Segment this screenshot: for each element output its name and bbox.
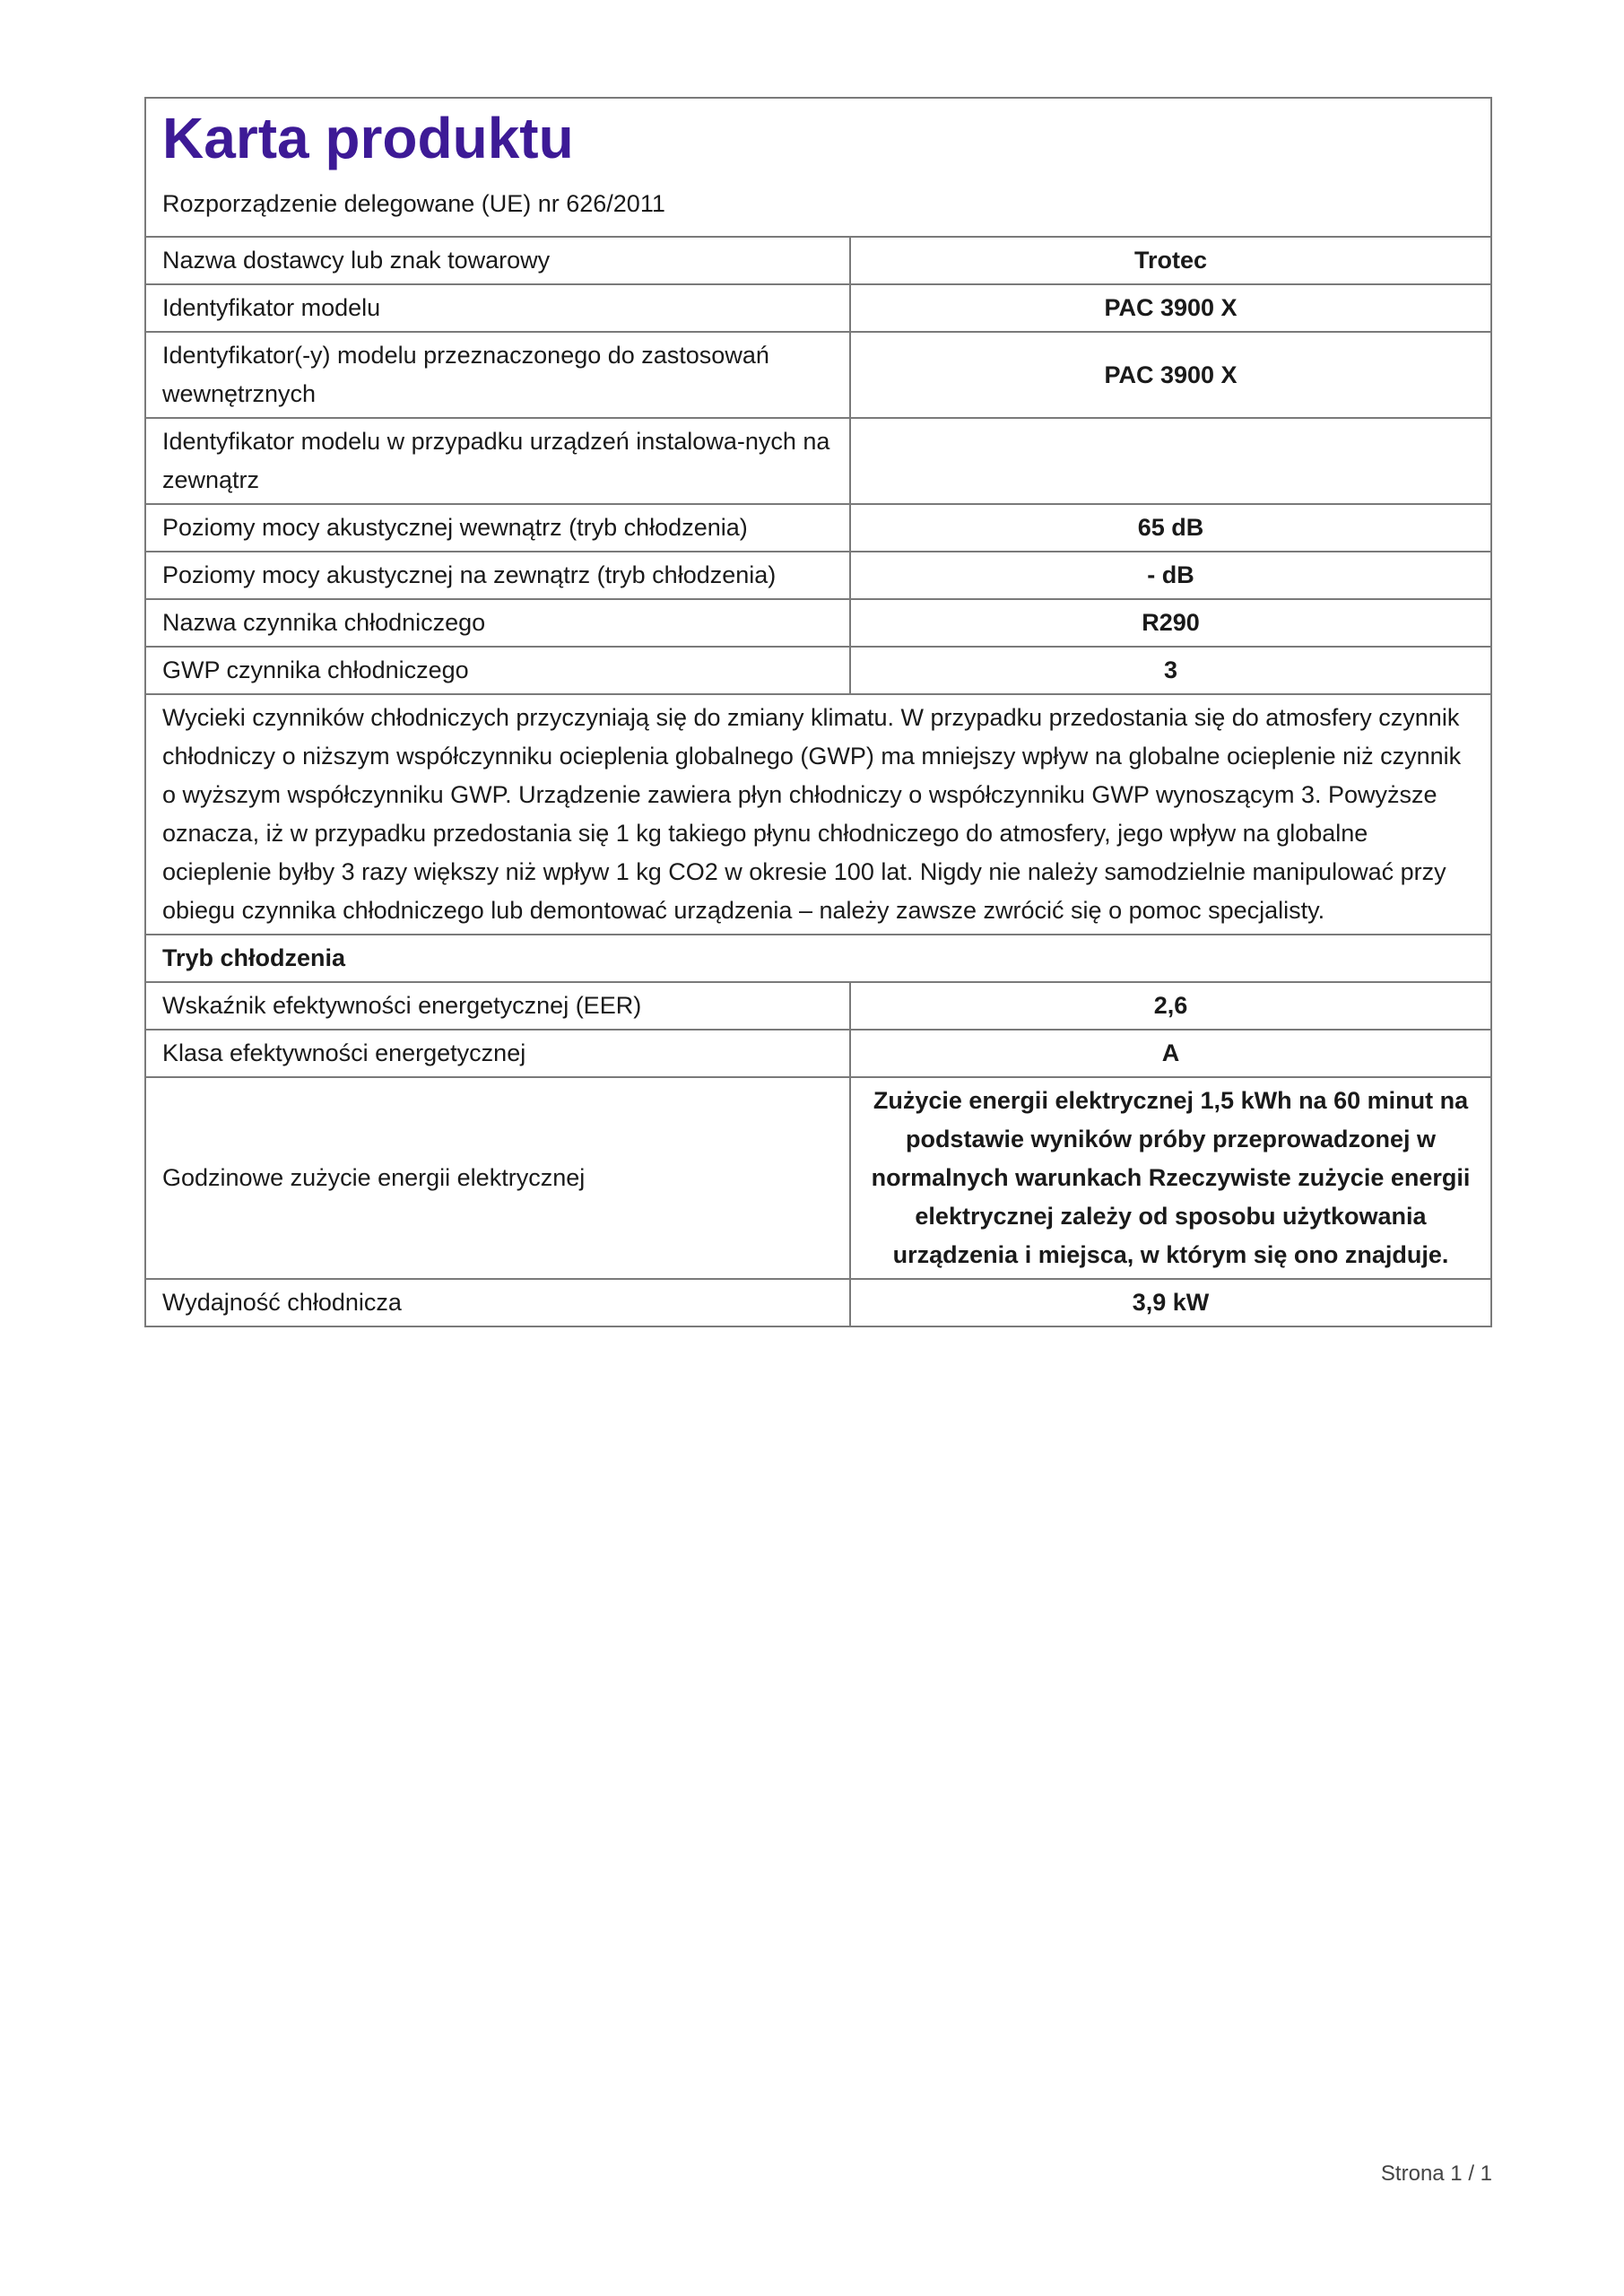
gwp-notice: Wycieki czynników chłodniczych przyczyniają się do zmiany klimatu. W przypadku przedostania się do atmosfery czynnik chłodniczy o niższym współczynniku ocieplenia globalnego (GWP) ma mniejszy wpływ na globalne ocieplenie niż czynnik o wyższym współczynniku GWP. Urządzenie zawiera płyn chłodniczy o współczynniku GWP wynoszącym 3. Powyższe oznacza, iż w przypadku przedostania się 1 kg takiego płynu chłodniczego do atmosfery, jego wpływ na globalne ocieplenie byłby 3 razy większy niż wpływ 1 kg CO2 w okresie 100 lat. Nigdy nie należy samodzielnie manipulować przy obiegu czynnika chłodniczego lub demontować urządzenia – należy zawsze zwrócić się o pomoc specjalisty. bbox=[146, 694, 1490, 935]
regulation-subtitle: Rozporządzenie delegowane (UE) nr 626/2011 bbox=[162, 190, 665, 217]
product-sheet bbox=[144, 97, 1492, 1327]
row-value: A bbox=[850, 1030, 1490, 1077]
row-label: Nazwa czynnika chłodniczego bbox=[146, 599, 850, 647]
product-table bbox=[146, 238, 1490, 1326]
row-label: Wskaźnik efektywności energetycznej (EER) bbox=[146, 982, 850, 1030]
table-row bbox=[146, 982, 1490, 1030]
table-row bbox=[146, 332, 1490, 418]
row-label: Wydajność chłodnicza bbox=[146, 1279, 850, 1326]
page-number: Strona 1 / 1 bbox=[1380, 2161, 1492, 2186]
table-row bbox=[146, 552, 1490, 599]
table-row bbox=[146, 647, 1490, 694]
row-value: - dB bbox=[850, 552, 1490, 599]
row-label: Identyfikator modelu w przypadku urządzeń instalowa-nych na zewnątrz bbox=[146, 418, 850, 504]
row-value: 2,6 bbox=[850, 982, 1490, 1030]
table-row bbox=[146, 284, 1490, 332]
row-value: Zużycie energii elektrycznej 1,5 kWh na 60 minut na podstawie wyników próby przeprowadzonej w normalnych warunkach Rzeczywiste zużycie energii elektrycznej zależy od sposobu użytkowania urządzenia i miejsca, w którym się ono znajduje. bbox=[850, 1077, 1490, 1279]
header bbox=[146, 99, 1490, 238]
row-label: Klasa efektywności energetycznej bbox=[146, 1030, 850, 1077]
row-value bbox=[850, 418, 1490, 504]
gwp-notice-row bbox=[146, 694, 1490, 935]
section-row bbox=[146, 935, 1490, 982]
row-label: Identyfikator modelu bbox=[146, 284, 850, 332]
row-label: GWP czynnika chłodniczego bbox=[146, 647, 850, 694]
row-label: Poziomy mocy akustycznej na zewnątrz (tryb chłodzenia) bbox=[146, 552, 850, 599]
row-value: 3 bbox=[850, 647, 1490, 694]
row-value: PAC 3900 X bbox=[850, 284, 1490, 332]
row-value: Trotec bbox=[850, 238, 1490, 284]
row-value: 3,9 kW bbox=[850, 1279, 1490, 1326]
table-row bbox=[146, 599, 1490, 647]
table-row bbox=[146, 238, 1490, 284]
row-label: Nazwa dostawcy lub znak towarowy bbox=[146, 238, 850, 284]
page-title: Karta produktu bbox=[162, 106, 574, 170]
table-row bbox=[146, 1279, 1490, 1326]
row-label: Identyfikator(-y) modelu przeznaczonego do zastosowań wewnętrznych bbox=[146, 332, 850, 418]
table-row bbox=[146, 418, 1490, 504]
section-heading: Tryb chłodzenia bbox=[146, 935, 1490, 982]
row-value: R290 bbox=[850, 599, 1490, 647]
row-value: 65 dB bbox=[850, 504, 1490, 552]
table-row bbox=[146, 1030, 1490, 1077]
row-label: Poziomy mocy akustycznej wewnątrz (tryb chłodzenia) bbox=[146, 504, 850, 552]
table-row bbox=[146, 1077, 1490, 1279]
row-label: Godzinowe zużycie energii elektrycznej bbox=[146, 1077, 850, 1279]
row-value: PAC 3900 X bbox=[850, 332, 1490, 418]
table-row bbox=[146, 504, 1490, 552]
